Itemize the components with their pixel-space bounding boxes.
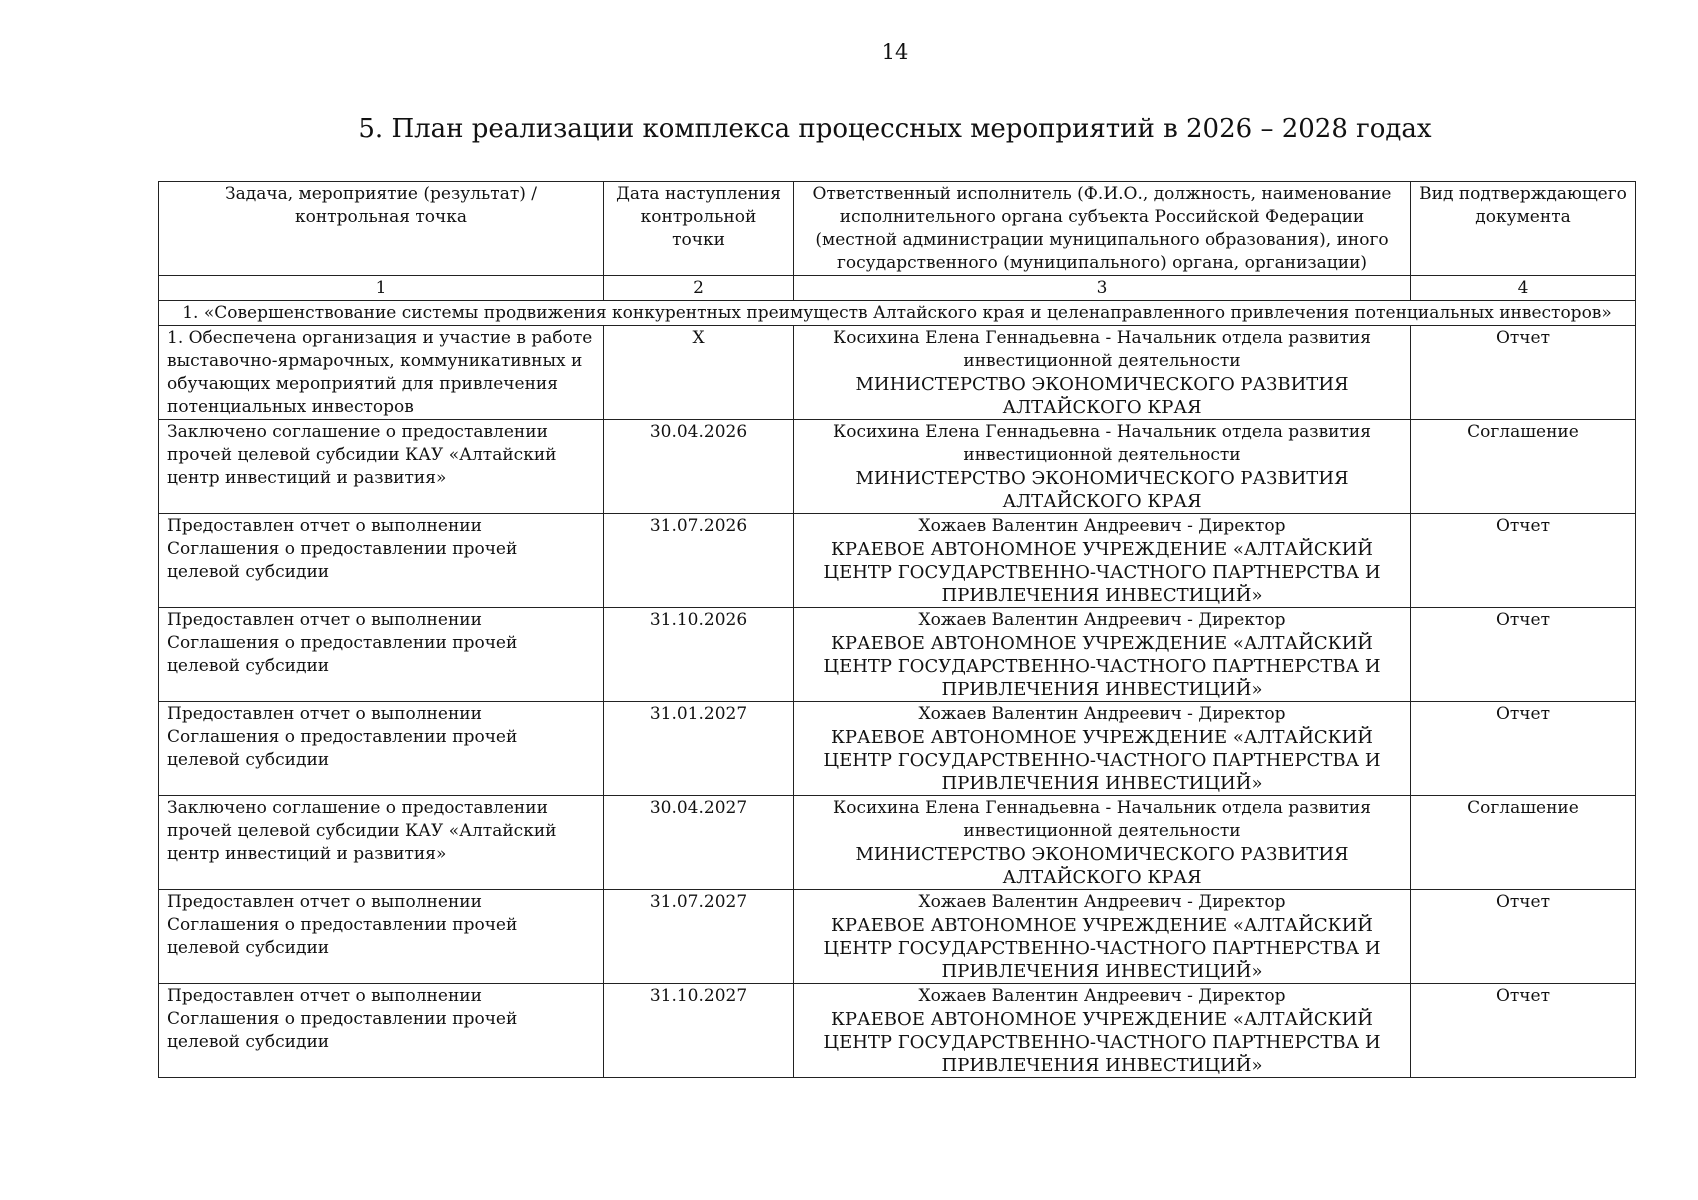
responsible-cell <box>794 984 1411 1078</box>
responsible-person: Косихина Елена Геннадьевна - Начальник отдела развития инвестиционной деятельности <box>833 328 1371 371</box>
responsible-cell <box>794 702 1411 796</box>
responsible-organization: КРАЕВОЕ АВТОНОМНОЕ УЧРЕЖДЕНИЕ «АЛТАЙСКИЙ ЦЕНТР ГОСУДАРСТВЕННО-ЧАСТНОГО ПАРТНЕРСТВА И ПРИВЛЕЧЕНИЯ ИНВЕСТИЦИЙ» <box>823 1009 1381 1076</box>
header-task: Задача, мероприятие (результат) / контрольная точка <box>159 182 604 276</box>
page-number: 14 <box>881 40 909 64</box>
document-type-cell: Отчет <box>1411 890 1636 984</box>
date-cell: X <box>604 326 794 420</box>
date-cell: 31.07.2027 <box>604 890 794 984</box>
section-row <box>159 301 1636 326</box>
task-cell: Предоставлен отчет о выполнении Соглашения о предоставлении прочей целевой субсидии <box>159 608 604 702</box>
table-row <box>159 984 1636 1078</box>
task-cell: Заключено соглашение о предоставлении прочей целевой субсидии КАУ «Алтайский центр инвестиций и развития» <box>159 420 604 514</box>
document-type-cell: Отчет <box>1411 326 1636 420</box>
table-row <box>159 890 1636 984</box>
responsible-cell <box>794 420 1411 514</box>
responsible-cell <box>794 326 1411 420</box>
responsible-person: Хожаев Валентин Андреевич - Директор <box>918 610 1286 630</box>
header-date: Дата наступления контрольной точки <box>604 182 794 276</box>
table-header-row <box>159 182 1636 276</box>
responsible-person: Хожаев Валентин Андреевич - Директор <box>918 986 1286 1006</box>
responsible-organization: КРАЕВОЕ АВТОНОМНОЕ УЧРЕЖДЕНИЕ «АЛТАЙСКИЙ ЦЕНТР ГОСУДАРСТВЕННО-ЧАСТНОГО ПАРТНЕРСТВА И ПРИВЛЕЧЕНИЯ ИНВЕСТИЦИЙ» <box>823 539 1381 606</box>
column-number: 1 <box>159 276 604 301</box>
table-row <box>159 420 1636 514</box>
responsible-cell <box>794 514 1411 608</box>
table-row <box>159 796 1636 890</box>
responsible-person: Косихина Елена Геннадьевна - Начальник отдела развития инвестиционной деятельности <box>833 798 1371 841</box>
document-type-cell: Отчет <box>1411 984 1636 1078</box>
document-type-cell: Соглашение <box>1411 796 1636 890</box>
table-row <box>159 608 1636 702</box>
responsible-person: Хожаев Валентин Андреевич - Директор <box>918 516 1286 536</box>
document-type-cell: Отчет <box>1411 608 1636 702</box>
header-document: Вид подтверждающего документа <box>1411 182 1636 276</box>
date-cell: 31.10.2026 <box>604 608 794 702</box>
responsible-organization: МИНИСТЕРСТВО ЭКОНОМИЧЕСКОГО РАЗВИТИЯ АЛТАЙСКОГО КРАЯ <box>855 844 1349 888</box>
task-cell: Заключено соглашение о предоставлении прочей целевой субсидии КАУ «Алтайский центр инвестиций и развития» <box>159 796 604 890</box>
document-type-cell: Отчет <box>1411 702 1636 796</box>
header-responsible: Ответственный исполнитель (Ф.И.О., должность, наименование исполнительного органа субъекта Российской Федерации (местной администрации муниципального образования), иного государственного (муниципального) органа, организации) <box>794 182 1411 276</box>
table-row <box>159 702 1636 796</box>
table-row <box>159 326 1636 420</box>
date-cell: 31.07.2026 <box>604 514 794 608</box>
document-type-cell: Соглашение <box>1411 420 1636 514</box>
column-number: 3 <box>794 276 1411 301</box>
date-cell: 31.10.2027 <box>604 984 794 1078</box>
table-row <box>159 514 1636 608</box>
date-cell: 31.01.2027 <box>604 702 794 796</box>
responsible-organization: МИНИСТЕРСТВО ЭКОНОМИЧЕСКОГО РАЗВИТИЯ АЛТАЙСКОГО КРАЯ <box>855 374 1349 418</box>
task-cell: Предоставлен отчет о выполнении Соглашения о предоставлении прочей целевой субсидии <box>159 984 604 1078</box>
column-number-row <box>159 276 1636 301</box>
date-cell: 30.04.2027 <box>604 796 794 890</box>
task-cell: Предоставлен отчет о выполнении Соглашения о предоставлении прочей целевой субсидии <box>159 890 604 984</box>
responsible-cell <box>794 796 1411 890</box>
task-cell: Предоставлен отчет о выполнении Соглашения о предоставлении прочей целевой субсидии <box>159 702 604 796</box>
responsible-organization: КРАЕВОЕ АВТОНОМНОЕ УЧРЕЖДЕНИЕ «АЛТАЙСКИЙ ЦЕНТР ГОСУДАРСТВЕННО-ЧАСТНОГО ПАРТНЕРСТВА И ПРИВЛЕЧЕНИЯ ИНВЕСТИЦИЙ» <box>823 633 1381 700</box>
responsible-person: Хожаев Валентин Андреевич - Директор <box>918 892 1286 912</box>
document-type-cell: Отчет <box>1411 514 1636 608</box>
plan-table <box>158 181 1636 1078</box>
task-cell: 1. Обеспечена организация и участие в работе выставочно-ярмарочных, коммуникативных и обучающих мероприятий для привлечения потенциальных инвесторов <box>159 326 604 420</box>
responsible-organization: КРАЕВОЕ АВТОНОМНОЕ УЧРЕЖДЕНИЕ «АЛТАЙСКИЙ ЦЕНТР ГОСУДАРСТВЕННО-ЧАСТНОГО ПАРТНЕРСТВА И ПРИВЛЕЧЕНИЯ ИНВЕСТИЦИЙ» <box>823 915 1381 982</box>
date-cell: 30.04.2026 <box>604 420 794 514</box>
responsible-cell <box>794 608 1411 702</box>
responsible-organization: МИНИСТЕРСТВО ЭКОНОМИЧЕСКОГО РАЗВИТИЯ АЛТАЙСКОГО КРАЯ <box>855 468 1349 512</box>
responsible-person: Косихина Елена Геннадьевна - Начальник отдела развития инвестиционной деятельности <box>833 422 1371 465</box>
column-number: 2 <box>604 276 794 301</box>
task-cell: Предоставлен отчет о выполнении Соглашения о предоставлении прочей целевой субсидии <box>159 514 604 608</box>
responsible-person: Хожаев Валентин Андреевич - Директор <box>918 704 1286 724</box>
section-title: 1. «Совершенствование системы продвижения конкурентных преимуществ Алтайского края и целенаправленного привлечения потенциальных инвесторов» <box>159 301 1636 326</box>
page-title: 5. План реализации комплекса процессных мероприятий в 2026 – 2028 годах <box>358 114 1432 144</box>
responsible-cell <box>794 890 1411 984</box>
column-number: 4 <box>1411 276 1636 301</box>
responsible-organization: КРАЕВОЕ АВТОНОМНОЕ УЧРЕЖДЕНИЕ «АЛТАЙСКИЙ ЦЕНТР ГОСУДАРСТВЕННО-ЧАСТНОГО ПАРТНЕРСТВА И ПРИВЛЕЧЕНИЯ ИНВЕСТИЦИЙ» <box>823 727 1381 794</box>
